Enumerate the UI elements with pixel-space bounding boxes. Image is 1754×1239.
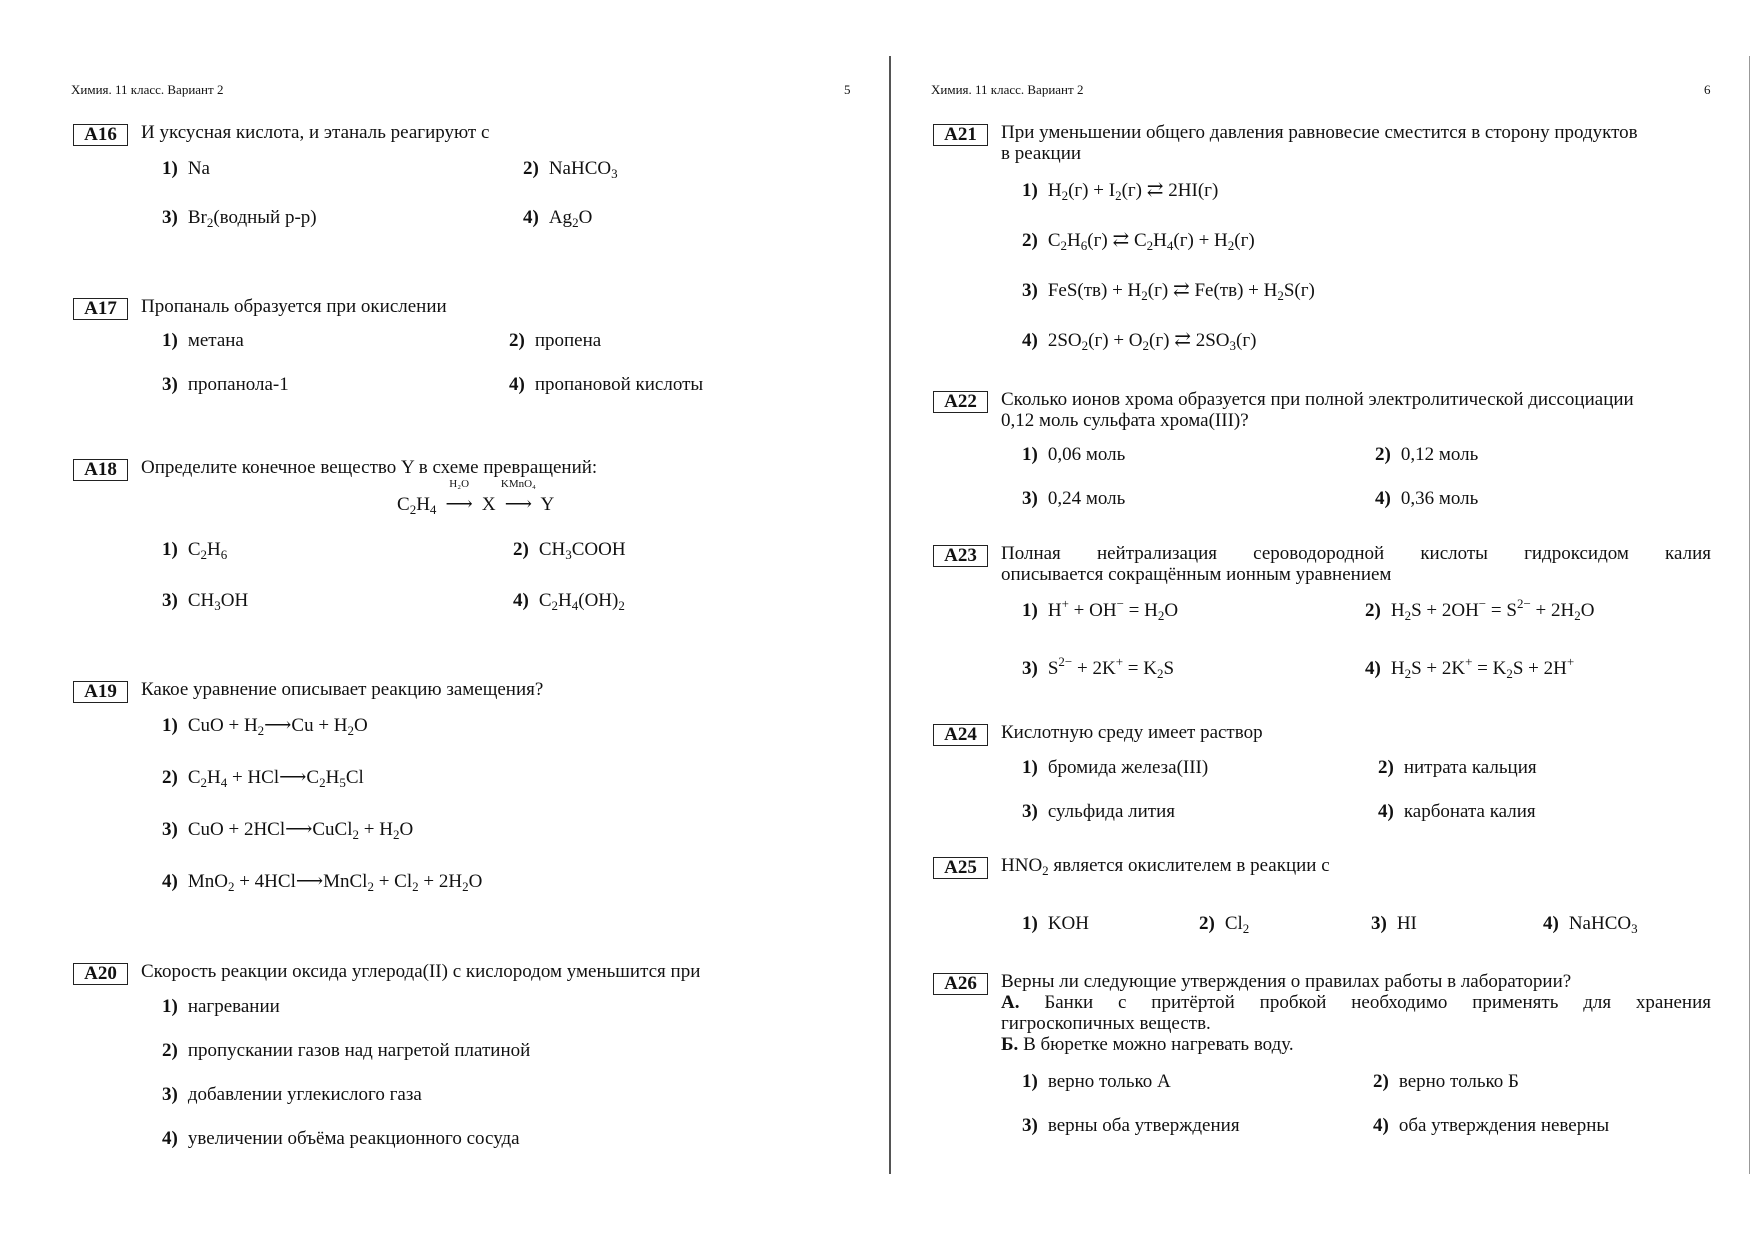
option-3: 3) сульфида лития <box>1022 801 1176 822</box>
option-2: 2) $C_2H_6(г)$ ⇄ $C_2H_4(г) + H_2(г)$ <box>1022 229 1255 253</box>
option-4: 4) $Ag_2O$ <box>523 207 593 230</box>
question-label: A16 <box>73 124 128 146</box>
question-text: Сколько ионов хрома образуется при полной электролитической диссоциации 0,12 моль сульфата хрома(III)? <box>1001 389 1634 431</box>
option-2: 2) 0,12 моль <box>1375 444 1479 465</box>
question-text: Полная нейтрализация сероводородной кислоты гидроксидом калия описывается сокращённым ионным уравнением <box>1001 543 1711 585</box>
question-label: A22 <box>933 391 988 413</box>
option-1: 1) CuO + $H_2⟶Cu + H_2O$ <box>162 715 368 738</box>
option-4: 4) оба утверждения неверны <box>1373 1115 1610 1136</box>
option-4: 4) увеличении объёма реакционного сосуда <box>162 1128 520 1149</box>
question-a22 <box>933 389 1713 509</box>
option-2: 2) $CH_3COOH$ <box>513 539 626 562</box>
question-a23 <box>933 543 1713 683</box>
page-number: 6 <box>1704 82 1711 97</box>
transformation-scheme: $C_2H_4$ H₂O ⟶ X KMnO₄ ⟶ Y <box>397 478 555 517</box>
option-4: 4) 0,36 моль <box>1375 488 1479 509</box>
option-2: 2) пропена <box>509 330 602 351</box>
option-1: 1) Na <box>162 158 210 179</box>
question-text: Определите конечное вещество Y в схеме превращений: <box>141 457 598 478</box>
option-2: 2) NaHCO$_3$ <box>523 158 618 181</box>
page-header: Химия. 11 класс. Вариант 2 <box>71 82 224 97</box>
question-a25 <box>933 855 1713 945</box>
option-2: 2) $C_2H_4$ + $HCl⟶C_2H_5Cl$ <box>162 767 364 790</box>
question-text: Кислотную среду имеет раствор <box>1001 722 1263 743</box>
question-label: A20 <box>73 963 128 985</box>
option-4: 4) $C_2H_4(OH)_2$ <box>513 590 625 613</box>
option-1: 1) верно только А <box>1022 1071 1171 1092</box>
question-text: И уксусная кислота, и этаналь реагируют с <box>141 122 490 143</box>
option-3: 3) $S^{2-} + 2K^+ = K_2S$ <box>1022 654 1175 681</box>
option-4: 4) $2SO_2(г) + O_2(г)$ ⇄ $2SO_3(г)$ <box>1022 329 1257 353</box>
option-4: 4) NaHCO$_3$ <box>1543 913 1638 936</box>
option-3: 3) $CH_3OH$ <box>162 590 249 613</box>
option-1: 1) $H_2(г) + I_2(г)$ ⇄ 2HI(г) <box>1022 179 1219 203</box>
statement-a: А. Банки с притёртой пробкой необходимо применять для хранения <box>1001 992 1712 1013</box>
question-a18 <box>73 457 863 617</box>
option-3: 3) пропанола-1 <box>162 374 289 395</box>
question-label: A26 <box>933 973 988 995</box>
question-a17 <box>73 296 863 406</box>
question-a20 <box>73 961 863 1161</box>
statement-b: Б. В бюретке можно нагревать воду. <box>1001 1034 1294 1055</box>
option-4: 4) карбоната калия <box>1378 801 1536 822</box>
option-4: 4) MnO$_2$ + 4HCl⟶MnCl$_2$ + $Cl_2 + 2H_2O$ <box>162 871 483 894</box>
option-2: 2) пропускании газов над нагретой платиной <box>162 1040 531 1061</box>
reaction-arrow: H₂O ⟶ <box>445 478 473 515</box>
option-3: 3) добавлении углекислого газа <box>162 1084 422 1105</box>
question-label: A21 <box>933 124 988 146</box>
option-1: 1) $C_2H_6$ <box>162 539 228 562</box>
option-4: 4) пропановой кислоты <box>509 374 704 395</box>
question-a24 <box>933 722 1713 832</box>
option-1: 1) бромида железа(III) <box>1022 757 1209 778</box>
question-text: Какое уравнение описывает реакцию замещения? <box>141 679 544 700</box>
option-1: 1) $H^+ + OH^- = H_2O$ <box>1022 596 1179 623</box>
option-3: 3) $FeS(тв) + H_2(г)$ ⇄ $Fe(тв) + H_2S(г)$ <box>1022 279 1315 303</box>
option-2: 2) нитрата кальция <box>1378 757 1537 778</box>
page-6 <box>891 0 1754 1239</box>
question-text: Пропаналь образуется при окислении <box>141 296 447 317</box>
question-text: Верны ли следующие утверждения о правилах работы в лаборатории? А. Банки с притёртой пробкой необходимо применять для хранения гигроскопичных веществ. Б. В бюретке можно нагревать воду. <box>1001 971 1712 1055</box>
option-3: 3) $Br_2(водный$ р-р) <box>162 207 317 230</box>
reaction-arrow: KMnO₄ ⟶ <box>500 478 536 515</box>
option-3: 3) 0,24 моль <box>1022 488 1126 509</box>
option-1: 1) KOH <box>1022 913 1089 934</box>
option-1: 1) метана <box>162 330 244 351</box>
question-label: A19 <box>73 681 128 703</box>
question-a19 <box>73 679 863 909</box>
question-label: A25 <box>933 857 988 879</box>
option-2: 2) $Cl_2$ <box>1199 913 1250 936</box>
option-3: 3) HI <box>1371 913 1417 934</box>
option-3: 3) верны оба утверждения <box>1022 1115 1240 1136</box>
option-3: 3) CuO + 2HCl⟶CuCl$_2$ + $H_2O$ <box>162 819 414 842</box>
option-1: 1) 0,06 моль <box>1022 444 1126 465</box>
question-a16 <box>73 122 863 242</box>
question-text: При уменьшении общего давления равновесие сместится в сторону продуктов в реакции <box>1001 122 1638 164</box>
question-label: A24 <box>933 724 988 746</box>
question-text: Скорость реакции оксида углерода(II) с кислородом уменьшится при <box>141 961 701 982</box>
question-label: A18 <box>73 459 128 481</box>
question-a21 <box>933 122 1713 352</box>
page-header: Химия. 11 класс. Вариант 2 <box>931 82 1084 97</box>
option-4: 4) $H_2S + 2K^+ = K_2S + 2H^+$ <box>1365 654 1575 681</box>
option-2: 2) $H_2S + 2OH^- = S^{2-} + 2H_2O$ <box>1365 596 1595 623</box>
question-a26 <box>933 971 1713 1141</box>
question-label: A23 <box>933 545 988 567</box>
option-1: 1) нагревании <box>162 996 280 1017</box>
page-number: 5 <box>844 82 851 97</box>
option-2: 2) верно только Б <box>1373 1071 1519 1092</box>
question-label: A17 <box>73 298 128 320</box>
question-text: $HNO_2$ является окислителем в реакции с <box>1001 855 1330 878</box>
